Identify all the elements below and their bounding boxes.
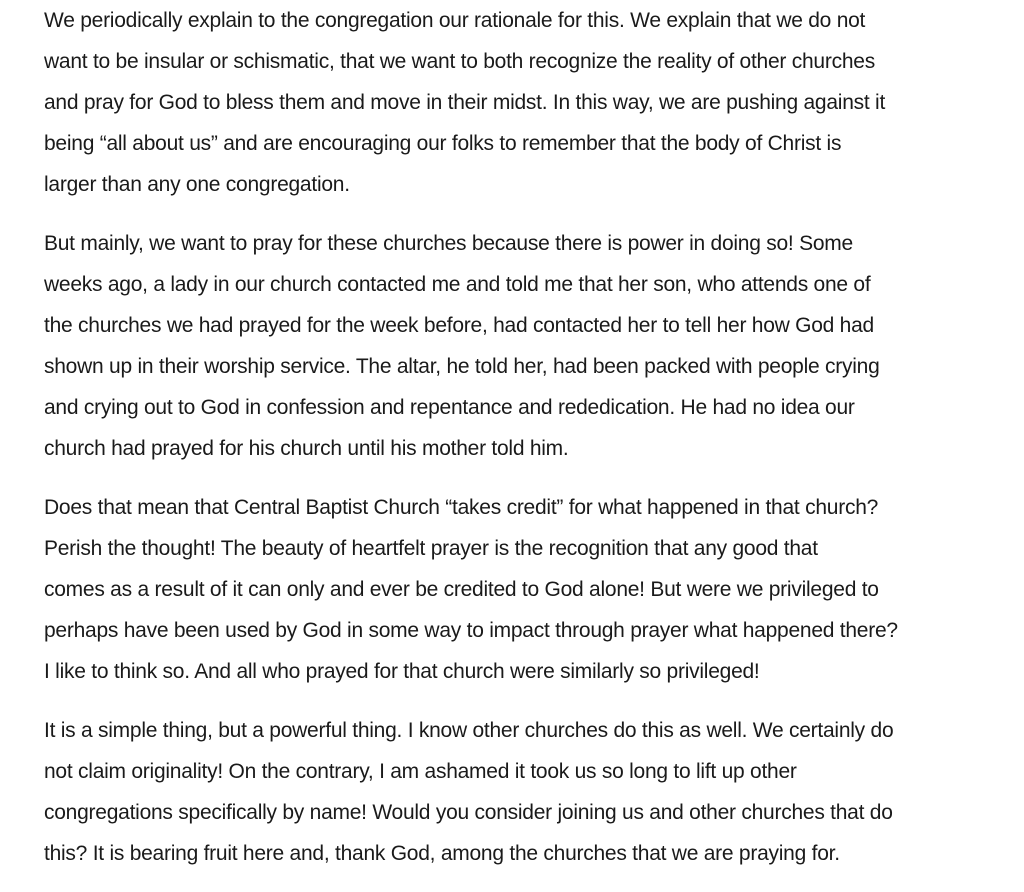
text-line: not claim originality! On the contrary, I am ashamed it took us so long to lift up other bbox=[44, 760, 797, 783]
text-line: I like to think so. And all who prayed for that church were similarly so privileged! bbox=[44, 660, 760, 683]
text-line: larger than any one congregation. bbox=[44, 173, 350, 196]
text-line: comes as a result of it can only and ever be credited to God alone! But were we privileged to bbox=[44, 578, 879, 601]
paragraph-1 bbox=[44, 0, 992, 205]
text-line: weeks ago, a lady in our church contacted me and told me that her son, who attends one of bbox=[44, 273, 871, 296]
text-line: and pray for God to bless them and move in their midst. In this way, we are pushing against it bbox=[44, 91, 886, 114]
text-line: and crying out to God in confession and repentance and rededication. He had no idea our bbox=[44, 396, 855, 419]
text-line: church had prayed for his church until his mother told him. bbox=[44, 437, 569, 460]
text-line: the churches we had prayed for the week before, had contacted her to tell her how God had bbox=[44, 314, 874, 337]
paragraph-3 bbox=[44, 487, 992, 692]
text-line: shown up in their worship service. The altar, he told her, had been packed with people crying bbox=[44, 355, 880, 378]
text-line: But mainly, we want to pray for these churches because there is power in doing so! Some bbox=[44, 232, 853, 255]
article-body bbox=[44, 0, 992, 892]
paragraph-2 bbox=[44, 223, 992, 469]
text-line: this? It is bearing fruit here and, thank God, among the churches that we are praying for. bbox=[44, 842, 840, 865]
text-line: congregations specifically by name! Would you consider joining us and other churches that do bbox=[44, 801, 893, 824]
text-line: perhaps have been used by God in some way to impact through prayer what happened there? bbox=[44, 619, 898, 642]
text-line: being “all about us” and are encouraging our folks to remember that the body of Christ is bbox=[44, 132, 842, 155]
text-line: It is a simple thing, but a powerful thing. I know other churches do this as well. We certainly do bbox=[44, 719, 894, 742]
text-line: We periodically explain to the congregation our rationale for this. We explain that we do not bbox=[44, 9, 866, 32]
paragraph-4 bbox=[44, 710, 992, 874]
text-line: want to be insular or schismatic, that we want to both recognize the reality of other churches bbox=[44, 50, 875, 73]
text-line: Perish the thought! The beauty of heartfelt prayer is the recognition that any good that bbox=[44, 537, 818, 560]
text-line: Does that mean that Central Baptist Church “takes credit” for what happened in that church? bbox=[44, 496, 879, 519]
